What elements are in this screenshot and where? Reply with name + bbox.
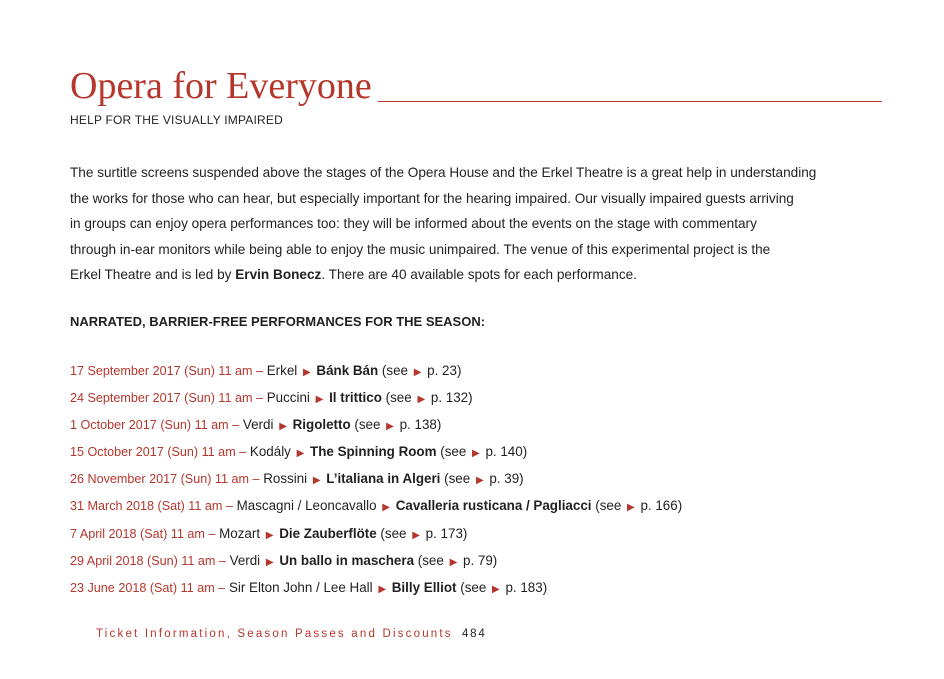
triangle-right-icon: ▶ xyxy=(315,394,324,406)
page-reference: p. 132) xyxy=(430,390,473,406)
triangle-right-icon: ▶ xyxy=(265,529,274,541)
see-label: (see xyxy=(460,579,487,595)
performance-date: 15 October 2017 (Sun) 11 am – xyxy=(70,445,247,460)
performance-item xyxy=(70,493,682,520)
intro-paragraph xyxy=(70,160,875,288)
performance-work: Die Zauberflöte xyxy=(279,525,377,541)
performance-work: The Spinning Room xyxy=(310,444,437,460)
see-label: (see xyxy=(354,417,381,433)
triangle-right-icon: ▶ xyxy=(449,556,458,568)
performance-date: 17 September 2017 (Sun) 11 am – xyxy=(70,364,263,378)
performance-date: 23 June 2018 (Sat) 11 am – xyxy=(70,580,226,595)
page-reference: p. 138) xyxy=(399,417,442,433)
performance-composer: Mozart xyxy=(219,525,261,541)
triangle-right-icon: ▶ xyxy=(378,583,387,595)
page-subtitle: HELP FOR THE VISUALLY IMPAIRED xyxy=(70,113,283,127)
title-rule xyxy=(378,101,882,102)
performance-item xyxy=(70,385,682,412)
page-footer xyxy=(96,628,487,640)
performance-date: 1 October 2017 (Sun) 11 am – xyxy=(70,418,240,433)
performance-work: Cavalleria rusticana / Pagliacci xyxy=(395,498,592,514)
performance-date: 29 April 2018 (Sun) 11 am – xyxy=(70,553,226,568)
performance-work: Billy Elliot xyxy=(391,579,457,595)
paragraph-line: The surtitle screens suspended above the stages of the Opera House and the Erkel Theatre is a great help in understanding xyxy=(70,165,817,180)
triangle-right-icon: ▶ xyxy=(279,421,287,433)
performance-item xyxy=(70,548,682,575)
performance-date: 7 April 2018 (Sat) 11 am – xyxy=(70,526,216,541)
title-row xyxy=(70,66,882,106)
performance-date: 24 September 2017 (Sun) 11 am – xyxy=(70,391,263,406)
triangle-right-icon: ▶ xyxy=(417,394,426,406)
performance-composer: Mascagni / Leoncavallo xyxy=(236,498,377,514)
paragraph-line: the works for those who can hear, but especially important for the hearing impaired. Our visually impaired guests arriving xyxy=(70,190,794,206)
triangle-right-icon: ▶ xyxy=(386,421,394,433)
page-reference: p. 183) xyxy=(505,579,548,595)
paragraph-text: Erkel Theatre and is led by xyxy=(70,267,236,282)
performance-work: Il trittico xyxy=(329,390,382,406)
performance-item xyxy=(70,358,682,385)
performance-date: 31 March 2018 (Sat) 11 am – xyxy=(70,499,233,514)
page-title: Opera for Everyone xyxy=(70,65,372,107)
performance-composer: Kodály xyxy=(249,444,291,460)
performance-list xyxy=(70,358,682,602)
performance-item xyxy=(70,439,682,466)
triangle-right-icon: ▶ xyxy=(492,583,500,595)
see-label: (see xyxy=(381,363,408,378)
performance-composer: Puccini xyxy=(266,390,310,406)
triangle-right-icon: ▶ xyxy=(627,502,635,514)
performance-work: Bánk Bán xyxy=(316,363,379,378)
performance-composer: Verdi xyxy=(242,417,274,433)
triangle-right-icon: ▶ xyxy=(475,475,484,487)
footer-section-title: Ticket Information, Season Passes and Discounts xyxy=(96,628,453,640)
triangle-right-icon: ▶ xyxy=(413,367,422,378)
triangle-right-icon: ▶ xyxy=(412,529,420,541)
performance-composer: Erkel xyxy=(266,363,298,378)
page-reference: p. 23) xyxy=(427,363,462,378)
see-label: (see xyxy=(595,498,622,514)
performance-work: Rigoletto xyxy=(292,417,351,433)
page-reference: p. 173) xyxy=(425,525,468,541)
see-label: (see xyxy=(417,552,444,568)
performance-item xyxy=(70,575,682,602)
triangle-right-icon: ▶ xyxy=(312,475,321,487)
section-heading: NARRATED, BARRIER-FREE PERFORMANCES FOR THE SEASON: xyxy=(70,314,486,329)
page-reference: p. 166) xyxy=(640,498,683,514)
performance-date: 26 November 2017 (Sun) 11 am – xyxy=(70,472,260,487)
paragraph-text: . There are 40 available spots for each performance. xyxy=(321,267,637,282)
performance-item xyxy=(70,412,682,439)
see-label: (see xyxy=(380,525,407,541)
performance-work: L’italiana in Algeri xyxy=(326,471,441,487)
paragraph-line xyxy=(70,262,875,288)
page-reference: p. 39) xyxy=(489,471,524,487)
performance-composer: Rossini xyxy=(263,471,308,487)
triangle-right-icon: ▶ xyxy=(296,448,305,460)
performance-item xyxy=(70,466,682,493)
see-label: (see xyxy=(440,444,467,460)
performance-composer: Sir Elton John / Lee Hall xyxy=(228,579,373,595)
triangle-right-icon: ▶ xyxy=(382,502,390,514)
paragraph-line: in groups can enjoy opera performances too: they will be informed about the events on the stage with commentary xyxy=(70,216,757,231)
performance-composer: Verdi xyxy=(229,552,261,568)
page-number: 484 xyxy=(461,628,487,640)
performance-item xyxy=(70,521,682,548)
paragraph-line: through in-ear monitors while being able to enjoy the music unimpaired. The venue of this experimental project is the xyxy=(70,241,771,257)
performance-work: Un ballo in maschera xyxy=(279,552,415,568)
triangle-right-icon: ▶ xyxy=(265,556,274,568)
triangle-right-icon: ▶ xyxy=(302,367,311,378)
see-label: (see xyxy=(385,390,412,406)
project-lead-name: Ervin Bonecz xyxy=(235,267,322,282)
triangle-right-icon: ▶ xyxy=(472,448,480,460)
page-reference: p. 79) xyxy=(463,552,498,568)
see-label: (see xyxy=(444,471,471,487)
page-reference: p. 140) xyxy=(485,444,528,460)
